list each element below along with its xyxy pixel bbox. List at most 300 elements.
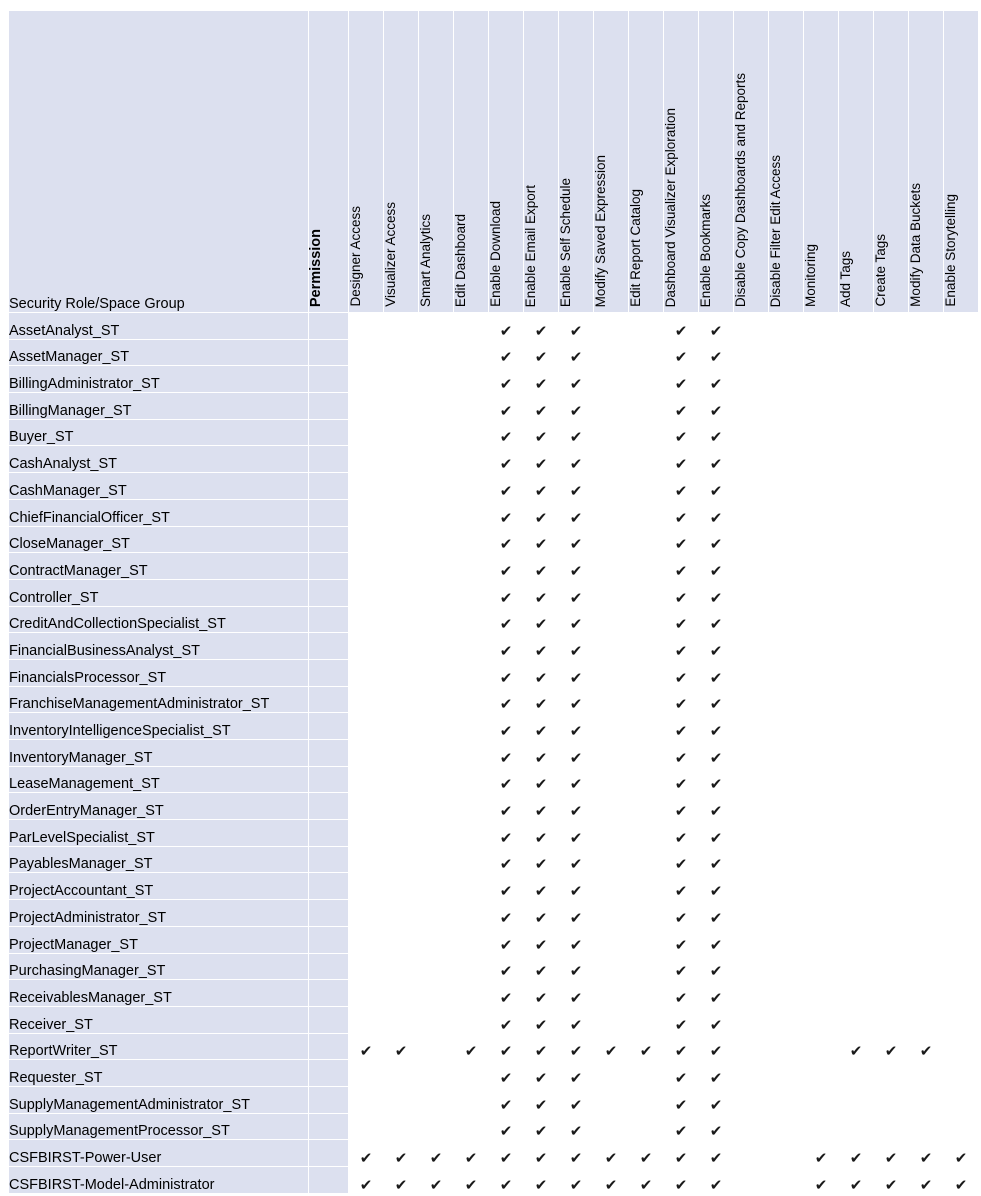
permission-cell-empty[interactable] [384, 873, 419, 900]
permission-cell-empty[interactable] [769, 633, 804, 660]
permission-cell-empty[interactable] [769, 820, 804, 847]
permission-cell-empty[interactable] [349, 1086, 384, 1113]
permission-cell-checked[interactable] [524, 579, 559, 606]
permission-cell-checked[interactable] [664, 713, 699, 740]
permission-cell-checked[interactable] [524, 1033, 559, 1060]
permission-cell-checked[interactable] [559, 1086, 594, 1113]
permission-cell-empty[interactable] [349, 553, 384, 580]
permission-cell-empty[interactable] [804, 393, 839, 420]
permission-cell-empty[interactable] [874, 659, 909, 686]
permission-cell-checked[interactable] [489, 846, 524, 873]
permission-cell-empty[interactable] [769, 1060, 804, 1087]
permission-cell-checked[interactable] [699, 793, 734, 820]
permission-cell-empty[interactable] [874, 926, 909, 953]
permission-cell-empty[interactable] [454, 393, 489, 420]
permission-cell-empty[interactable] [734, 873, 769, 900]
permission-cell-empty[interactable] [384, 953, 419, 980]
permission-cell-checked[interactable] [489, 820, 524, 847]
permission-cell-checked[interactable] [524, 1167, 559, 1194]
permission-cell-empty[interactable] [419, 579, 454, 606]
permission-cell-empty[interactable] [454, 846, 489, 873]
permission-cell-checked[interactable] [559, 313, 594, 340]
permission-cell-empty[interactable] [349, 1006, 384, 1033]
permission-cell-empty[interactable] [839, 633, 874, 660]
permission-cell-empty[interactable] [839, 313, 874, 340]
permission-cell-empty[interactable] [594, 366, 629, 393]
permission-cell-empty[interactable] [384, 553, 419, 580]
permission-cell-checked[interactable] [664, 1113, 699, 1140]
permission-cell-empty[interactable] [349, 313, 384, 340]
permission-cell-empty[interactable] [454, 553, 489, 580]
permission-cell-checked[interactable] [489, 499, 524, 526]
permission-cell-empty[interactable] [909, 766, 944, 793]
permission-cell-empty[interactable] [384, 740, 419, 767]
permission-cell-empty[interactable] [419, 499, 454, 526]
permission-cell-empty[interactable] [594, 313, 629, 340]
permission-cell-checked[interactable] [909, 1140, 944, 1167]
permission-cell-empty[interactable] [454, 713, 489, 740]
permission-cell-empty[interactable] [839, 1006, 874, 1033]
permission-cell-empty[interactable] [839, 579, 874, 606]
permission-cell-checked[interactable] [559, 1033, 594, 1060]
permission-cell-checked[interactable] [664, 953, 699, 980]
permission-cell-empty[interactable] [804, 820, 839, 847]
permission-cell-empty[interactable] [454, 313, 489, 340]
permission-cell-checked[interactable] [664, 1086, 699, 1113]
permission-cell-empty[interactable] [454, 740, 489, 767]
permission-cell-empty[interactable] [629, 900, 664, 927]
permission-cell-empty[interactable] [874, 419, 909, 446]
permission-cell-empty[interactable] [629, 926, 664, 953]
permission-cell-checked[interactable] [524, 686, 559, 713]
permission-cell-empty[interactable] [349, 1113, 384, 1140]
permission-cell-empty[interactable] [874, 1060, 909, 1087]
permission-cell-empty[interactable] [874, 846, 909, 873]
permission-cell-empty[interactable] [454, 1006, 489, 1033]
permission-cell-empty[interactable] [909, 873, 944, 900]
permission-cell-empty[interactable] [384, 926, 419, 953]
permission-cell-checked[interactable] [524, 393, 559, 420]
permission-cell-checked[interactable] [524, 1006, 559, 1033]
permission-cell-empty[interactable] [419, 873, 454, 900]
permission-cell-empty[interactable] [839, 953, 874, 980]
permission-cell-empty[interactable] [874, 313, 909, 340]
permission-cell-empty[interactable] [839, 713, 874, 740]
permission-cell-empty[interactable] [734, 1140, 769, 1167]
permission-cell-empty[interactable] [594, 553, 629, 580]
permission-cell-empty[interactable] [839, 1113, 874, 1140]
permission-cell-empty[interactable] [909, 1060, 944, 1087]
permission-cell-empty[interactable] [384, 1060, 419, 1087]
permission-cell-empty[interactable] [419, 713, 454, 740]
permission-cell-empty[interactable] [594, 419, 629, 446]
permission-cell-empty[interactable] [419, 473, 454, 500]
permission-cell-checked[interactable] [454, 1140, 489, 1167]
permission-cell-empty[interactable] [349, 793, 384, 820]
permission-cell-empty[interactable] [454, 419, 489, 446]
permission-cell-empty[interactable] [629, 1086, 664, 1113]
permission-cell-empty[interactable] [629, 499, 664, 526]
permission-cell-empty[interactable] [384, 633, 419, 660]
permission-cell-checked[interactable] [699, 766, 734, 793]
permission-cell-empty[interactable] [734, 740, 769, 767]
permission-cell-empty[interactable] [734, 606, 769, 633]
permission-cell-empty[interactable] [419, 1006, 454, 1033]
permission-cell-checked[interactable] [524, 1140, 559, 1167]
permission-cell-checked[interactable] [524, 553, 559, 580]
permission-cell-checked[interactable] [874, 1140, 909, 1167]
permission-cell-empty[interactable] [419, 900, 454, 927]
permission-cell-empty[interactable] [734, 846, 769, 873]
permission-cell-empty[interactable] [734, 1033, 769, 1060]
permission-cell-checked[interactable] [489, 686, 524, 713]
permission-cell-empty[interactable] [349, 926, 384, 953]
permission-cell-checked[interactable] [699, 579, 734, 606]
permission-cell-empty[interactable] [769, 926, 804, 953]
permission-cell-empty[interactable] [454, 366, 489, 393]
permission-cell-empty[interactable] [804, 1006, 839, 1033]
permission-cell-empty[interactable] [734, 633, 769, 660]
permission-cell-empty[interactable] [384, 419, 419, 446]
permission-cell-empty[interactable] [419, 339, 454, 366]
permission-cell-empty[interactable] [629, 713, 664, 740]
permission-cell-empty[interactable] [909, 393, 944, 420]
permission-cell-empty[interactable] [384, 1113, 419, 1140]
permission-cell-checked[interactable] [699, 606, 734, 633]
permission-cell-checked[interactable] [699, 1006, 734, 1033]
permission-cell-empty[interactable] [769, 1006, 804, 1033]
permission-cell-empty[interactable] [629, 419, 664, 446]
permission-cell-empty[interactable] [909, 366, 944, 393]
permission-cell-empty[interactable] [734, 980, 769, 1007]
permission-cell-empty[interactable] [454, 579, 489, 606]
permission-cell-empty[interactable] [804, 713, 839, 740]
permission-cell-empty[interactable] [944, 900, 979, 927]
permission-cell-empty[interactable] [384, 499, 419, 526]
permission-cell-empty[interactable] [804, 553, 839, 580]
permission-cell-empty[interactable] [629, 846, 664, 873]
permission-cell-checked[interactable] [944, 1167, 979, 1194]
permission-cell-checked[interactable] [664, 820, 699, 847]
permission-cell-empty[interactable] [839, 606, 874, 633]
permission-cell-empty[interactable] [594, 1086, 629, 1113]
permission-cell-checked[interactable] [489, 633, 524, 660]
permission-cell-empty[interactable] [909, 313, 944, 340]
permission-cell-empty[interactable] [909, 659, 944, 686]
permission-cell-checked[interactable] [454, 1167, 489, 1194]
permission-cell-empty[interactable] [769, 526, 804, 553]
permission-cell-checked[interactable] [489, 740, 524, 767]
permission-cell-empty[interactable] [629, 553, 664, 580]
permission-cell-empty[interactable] [629, 1113, 664, 1140]
permission-cell-empty[interactable] [804, 740, 839, 767]
permission-cell-empty[interactable] [594, 393, 629, 420]
permission-cell-empty[interactable] [874, 366, 909, 393]
permission-cell-empty[interactable] [909, 740, 944, 767]
permission-cell-checked[interactable] [699, 740, 734, 767]
permission-cell-checked[interactable] [559, 606, 594, 633]
permission-cell-empty[interactable] [594, 766, 629, 793]
permission-cell-empty[interactable] [944, 1006, 979, 1033]
permission-cell-empty[interactable] [349, 740, 384, 767]
permission-cell-empty[interactable] [769, 900, 804, 927]
permission-cell-empty[interactable] [909, 1086, 944, 1113]
permission-cell-checked[interactable] [524, 793, 559, 820]
permission-cell-checked[interactable] [524, 1060, 559, 1087]
permission-cell-empty[interactable] [839, 393, 874, 420]
permission-cell-empty[interactable] [944, 659, 979, 686]
permission-cell-checked[interactable] [699, 1140, 734, 1167]
permission-cell-empty[interactable] [594, 1113, 629, 1140]
permission-cell-empty[interactable] [594, 633, 629, 660]
permission-cell-empty[interactable] [734, 339, 769, 366]
permission-cell-empty[interactable] [839, 499, 874, 526]
permission-cell-empty[interactable] [839, 419, 874, 446]
permission-cell-checked[interactable] [699, 846, 734, 873]
permission-cell-empty[interactable] [594, 1060, 629, 1087]
permission-cell-checked[interactable] [699, 366, 734, 393]
permission-cell-checked[interactable] [664, 980, 699, 1007]
permission-cell-empty[interactable] [804, 900, 839, 927]
permission-cell-empty[interactable] [629, 1060, 664, 1087]
permission-cell-checked[interactable] [524, 339, 559, 366]
permission-cell-empty[interactable] [804, 659, 839, 686]
permission-cell-empty[interactable] [734, 900, 769, 927]
permission-cell-empty[interactable] [349, 686, 384, 713]
permission-cell-empty[interactable] [454, 633, 489, 660]
permission-cell-empty[interactable] [944, 740, 979, 767]
permission-cell-empty[interactable] [384, 846, 419, 873]
permission-cell-checked[interactable] [524, 953, 559, 980]
permission-cell-empty[interactable] [734, 926, 769, 953]
permission-cell-empty[interactable] [769, 793, 804, 820]
permission-cell-empty[interactable] [629, 953, 664, 980]
permission-cell-empty[interactable] [594, 793, 629, 820]
permission-cell-checked[interactable] [524, 900, 559, 927]
permission-cell-empty[interactable] [384, 659, 419, 686]
permission-cell-empty[interactable] [629, 659, 664, 686]
permission-cell-empty[interactable] [384, 526, 419, 553]
permission-cell-empty[interactable] [594, 526, 629, 553]
permission-cell-empty[interactable] [874, 900, 909, 927]
permission-cell-empty[interactable] [804, 926, 839, 953]
permission-cell-empty[interactable] [454, 339, 489, 366]
permission-cell-checked[interactable] [559, 980, 594, 1007]
permission-cell-checked[interactable] [699, 686, 734, 713]
permission-cell-empty[interactable] [874, 740, 909, 767]
permission-cell-empty[interactable] [804, 606, 839, 633]
permission-cell-empty[interactable] [594, 846, 629, 873]
permission-cell-empty[interactable] [349, 820, 384, 847]
permission-cell-checked[interactable] [559, 713, 594, 740]
permission-cell-empty[interactable] [874, 1006, 909, 1033]
permission-cell-empty[interactable] [874, 473, 909, 500]
permission-cell-checked[interactable] [489, 713, 524, 740]
permission-cell-empty[interactable] [839, 900, 874, 927]
permission-cell-checked[interactable] [559, 659, 594, 686]
permission-cell-empty[interactable] [769, 659, 804, 686]
permission-cell-empty[interactable] [384, 446, 419, 473]
permission-cell-empty[interactable] [349, 900, 384, 927]
permission-cell-checked[interactable] [489, 606, 524, 633]
permission-cell-empty[interactable] [384, 579, 419, 606]
permission-cell-checked[interactable] [524, 499, 559, 526]
permission-cell-empty[interactable] [769, 713, 804, 740]
permission-cell-checked[interactable] [559, 900, 594, 927]
permission-cell-empty[interactable] [874, 686, 909, 713]
permission-cell-empty[interactable] [454, 953, 489, 980]
permission-cell-checked[interactable] [699, 659, 734, 686]
permission-cell-empty[interactable] [419, 526, 454, 553]
permission-cell-empty[interactable] [454, 873, 489, 900]
permission-cell-empty[interactable] [944, 820, 979, 847]
permission-cell-checked[interactable] [559, 766, 594, 793]
permission-cell-empty[interactable] [419, 953, 454, 980]
permission-cell-checked[interactable] [489, 1167, 524, 1194]
permission-cell-checked[interactable] [489, 953, 524, 980]
permission-cell-empty[interactable] [349, 713, 384, 740]
permission-cell-checked[interactable] [664, 900, 699, 927]
permission-cell-checked[interactable] [489, 1113, 524, 1140]
permission-cell-checked[interactable] [804, 1140, 839, 1167]
permission-cell-empty[interactable] [909, 926, 944, 953]
permission-cell-empty[interactable] [594, 339, 629, 366]
permission-cell-empty[interactable] [419, 313, 454, 340]
permission-cell-empty[interactable] [629, 980, 664, 1007]
permission-cell-empty[interactable] [734, 313, 769, 340]
permission-cell-empty[interactable] [454, 686, 489, 713]
permission-cell-empty[interactable] [594, 659, 629, 686]
permission-cell-checked[interactable] [489, 900, 524, 927]
permission-cell-checked[interactable] [489, 553, 524, 580]
permission-cell-empty[interactable] [594, 820, 629, 847]
permission-cell-checked[interactable] [559, 1113, 594, 1140]
permission-cell-checked[interactable] [594, 1167, 629, 1194]
permission-cell-checked[interactable] [699, 1033, 734, 1060]
permission-cell-empty[interactable] [944, 419, 979, 446]
permission-cell-checked[interactable] [524, 713, 559, 740]
permission-cell-empty[interactable] [769, 393, 804, 420]
permission-cell-checked[interactable] [489, 1033, 524, 1060]
permission-cell-empty[interactable] [839, 793, 874, 820]
permission-cell-empty[interactable] [839, 873, 874, 900]
permission-cell-checked[interactable] [384, 1033, 419, 1060]
permission-cell-empty[interactable] [454, 1060, 489, 1087]
permission-cell-checked[interactable] [419, 1140, 454, 1167]
permission-cell-checked[interactable] [559, 526, 594, 553]
permission-cell-checked[interactable] [559, 473, 594, 500]
permission-cell-empty[interactable] [769, 339, 804, 366]
permission-cell-empty[interactable] [944, 793, 979, 820]
permission-cell-empty[interactable] [874, 1086, 909, 1113]
permission-cell-checked[interactable] [489, 1140, 524, 1167]
permission-cell-empty[interactable] [874, 526, 909, 553]
permission-cell-checked[interactable] [664, 793, 699, 820]
permission-cell-empty[interactable] [734, 579, 769, 606]
permission-cell-checked[interactable] [699, 446, 734, 473]
permission-cell-empty[interactable] [874, 766, 909, 793]
permission-cell-empty[interactable] [769, 980, 804, 1007]
permission-cell-checked[interactable] [489, 1060, 524, 1087]
permission-cell-empty[interactable] [944, 553, 979, 580]
permission-cell-empty[interactable] [384, 713, 419, 740]
permission-cell-empty[interactable] [944, 579, 979, 606]
permission-cell-empty[interactable] [944, 526, 979, 553]
permission-cell-checked[interactable] [699, 873, 734, 900]
permission-cell-empty[interactable] [384, 313, 419, 340]
permission-cell-empty[interactable] [944, 499, 979, 526]
permission-cell-empty[interactable] [454, 1113, 489, 1140]
permission-cell-empty[interactable] [734, 526, 769, 553]
permission-cell-empty[interactable] [909, 686, 944, 713]
permission-cell-empty[interactable] [384, 793, 419, 820]
permission-cell-checked[interactable] [664, 499, 699, 526]
permission-cell-checked[interactable] [699, 393, 734, 420]
permission-cell-empty[interactable] [419, 766, 454, 793]
permission-cell-empty[interactable] [419, 366, 454, 393]
permission-cell-checked[interactable] [629, 1167, 664, 1194]
permission-cell-empty[interactable] [804, 846, 839, 873]
permission-cell-checked[interactable] [699, 1086, 734, 1113]
permission-cell-empty[interactable] [349, 419, 384, 446]
permission-cell-checked[interactable] [839, 1033, 874, 1060]
permission-cell-empty[interactable] [804, 953, 839, 980]
permission-cell-empty[interactable] [804, 1113, 839, 1140]
permission-cell-empty[interactable] [419, 1033, 454, 1060]
permission-cell-empty[interactable] [629, 606, 664, 633]
permission-cell-checked[interactable] [664, 526, 699, 553]
permission-cell-checked[interactable] [489, 766, 524, 793]
permission-cell-empty[interactable] [594, 740, 629, 767]
permission-cell-empty[interactable] [349, 980, 384, 1007]
permission-cell-empty[interactable] [454, 659, 489, 686]
permission-cell-empty[interactable] [804, 366, 839, 393]
permission-cell-checked[interactable] [559, 339, 594, 366]
permission-cell-checked[interactable] [524, 980, 559, 1007]
permission-cell-empty[interactable] [944, 606, 979, 633]
permission-cell-checked[interactable] [629, 1033, 664, 1060]
permission-cell-checked[interactable] [559, 953, 594, 980]
permission-cell-checked[interactable] [489, 579, 524, 606]
permission-cell-empty[interactable] [944, 953, 979, 980]
permission-cell-empty[interactable] [769, 873, 804, 900]
permission-cell-checked[interactable] [559, 1006, 594, 1033]
permission-cell-checked[interactable] [944, 1140, 979, 1167]
permission-cell-empty[interactable] [944, 926, 979, 953]
permission-cell-checked[interactable] [664, 740, 699, 767]
permission-cell-checked[interactable] [629, 1140, 664, 1167]
permission-cell-empty[interactable] [419, 419, 454, 446]
permission-cell-checked[interactable] [699, 713, 734, 740]
permission-cell-empty[interactable] [874, 579, 909, 606]
permission-cell-checked[interactable] [524, 846, 559, 873]
permission-cell-empty[interactable] [839, 926, 874, 953]
permission-cell-empty[interactable] [419, 686, 454, 713]
permission-cell-empty[interactable] [629, 579, 664, 606]
permission-cell-empty[interactable] [769, 606, 804, 633]
permission-cell-checked[interactable] [909, 1033, 944, 1060]
permission-cell-empty[interactable] [419, 793, 454, 820]
permission-cell-checked[interactable] [664, 846, 699, 873]
permission-cell-checked[interactable] [699, 313, 734, 340]
permission-cell-empty[interactable] [594, 953, 629, 980]
permission-cell-empty[interactable] [454, 980, 489, 1007]
permission-cell-empty[interactable] [944, 686, 979, 713]
permission-cell-checked[interactable] [699, 926, 734, 953]
permission-cell-empty[interactable] [909, 606, 944, 633]
permission-cell-empty[interactable] [944, 873, 979, 900]
permission-cell-empty[interactable] [349, 473, 384, 500]
